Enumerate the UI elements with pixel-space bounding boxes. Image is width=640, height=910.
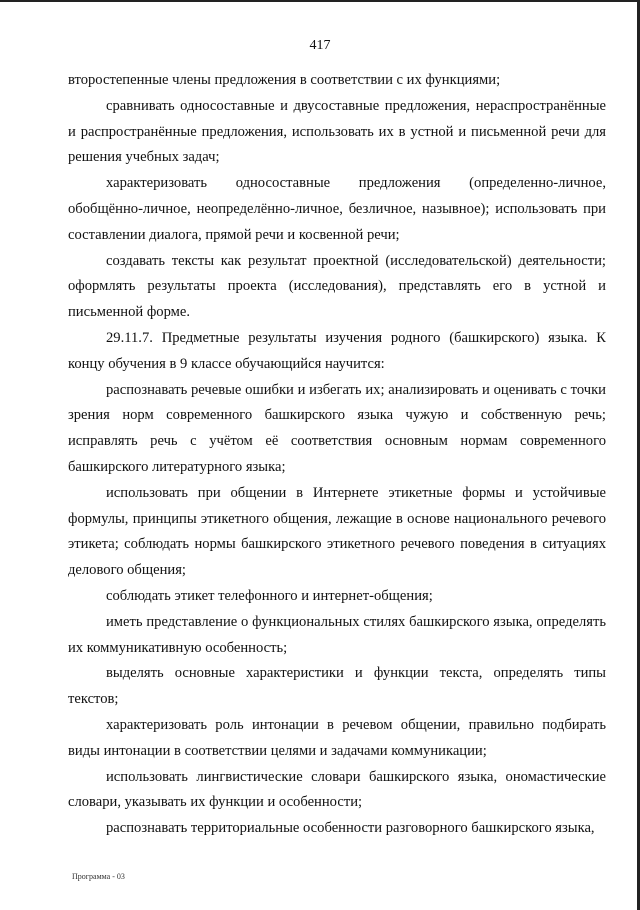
paragraph: распознавать речевые ошибки и избегать их; анализировать и оценивать с точки зрения норм современного башкирского языка чужую и собственную речь; исправлять речь с учётом её соответствия основным нормам современного башкирского литературного языка;	[68, 381, 606, 475]
footer-label: Программа - 03	[72, 872, 125, 881]
paragraph: характеризовать роль интонации в речевом общении, правильно подбирать виды интонации в соответствии целями и задачами коммуникации;	[68, 716, 606, 759]
paragraph: второстепенные члены предложения в соответствии с их функциями;	[68, 72, 501, 88]
paragraph: распознавать территориальные особенности разговорного башкирского языка,	[106, 820, 595, 837]
document-body	[68, 68, 606, 842]
section-heading-paragraph: 29.11.7. Предметные результаты изучения родного (башкирского) языка. К концу обучения в 9 классе обучающийся научится:	[68, 329, 606, 372]
paragraph: выделять основные характеристики и функции текста, определять типы текстов;	[68, 665, 606, 708]
paragraph: соблюдать этикет телефонного и интернет-общения;	[106, 587, 433, 604]
paragraph: использовать лингвистические словари башкирского языка, ономастические словари, указывать их функции и особенности;	[68, 768, 606, 811]
paragraph: иметь представление о функциональных стилях башкирского языка, определять их коммуникативную особенность;	[68, 613, 606, 656]
page-number: 417	[309, 38, 331, 53]
page-edge-top	[0, 0, 640, 2]
paragraph: создавать тексты как результат проектной (исследовательской) деятельности; оформлять результаты проекта (исследования), представлять его в устной и письменной форме.	[68, 252, 606, 321]
paragraph: сравнивать односоставные и двусоставные предложения, нераспространённые и распространённые предложения, использовать их в устной и письменной речи для решения учебных задач;	[68, 97, 606, 166]
paragraph: характеризовать односоставные предложения (определенно-личное, обобщённо-личное, неопределённо-личное, безличное, назывное); использовать при составлении диалога, прямой речи и косвенной речи;	[68, 175, 606, 243]
paragraph: использовать при общении в Интернете этикетные формы и устойчивые формулы, принципы этикетного общения, лежащие в основе национального речевого этикета; соблюдать нормы башкирского этикетного речевого поведения в ситуациях делового общения;	[68, 484, 606, 579]
